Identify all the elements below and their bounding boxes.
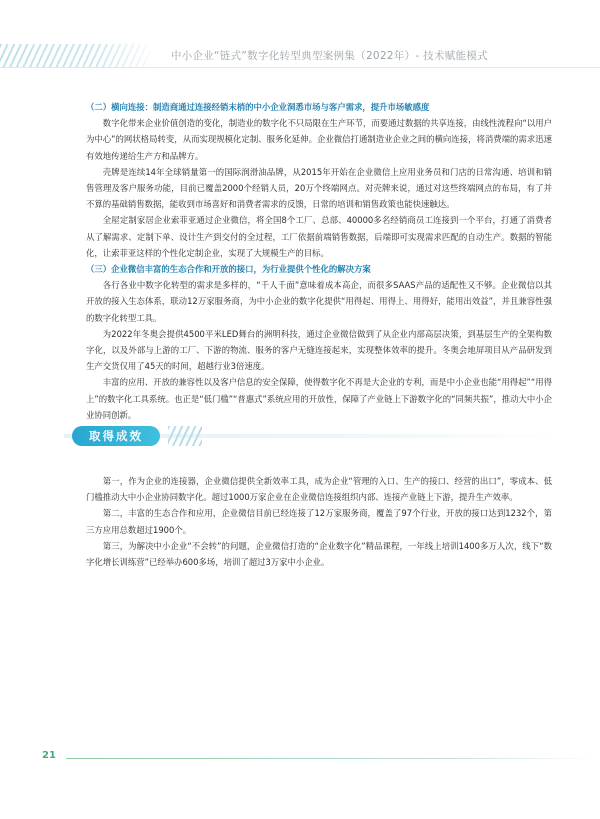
subheading-horizontal-connection: （二）横向连接：制造商通过连接经销末梢的中小企业洞悉市场与客户需求，提升市场敏感度 [86,102,430,112]
paragraph: 丰富的应用、开放的兼容性以及客户信息的安全保障，使得数字化不再是大企业的专利，而是中小企业也能“用得起”“用得上”的数字化工具系统。也正是“低门槛”“普惠式”系统应用的开放性，保障了产业链上下游数字化的“同频共振”，推动大中小企业协同创新。 [86,377,552,420]
page-number: 21 [42,750,56,761]
paragraph: 为2022年冬奥会提供4500平米LED舞台的洲明科技，通过企业微信做到了从企业内部高层决策，到基层生产的全架构数字化，以及外部与上游的工厂、下游的物流、服务的客户无缝连接起来，实现整体效率的提升。冬奥会地屏项目从产品研发到生产交货仅用了45天的时间，超越行业3倍速度。 [86,328,552,372]
paragraph: 壳牌是连续14年全球销量第一的国际润滑油品牌，从2015年开始在企业微信上应用业务员和门店的日常沟通、培训和销售管理及客户服务功能，目前已覆盖2000个经销人员，20万个终端网点。对壳牌来说，通过对这些终端网点的布局，有了并不算的基础销售数据，能收到市场喜好和消费者需求的反馈，日常的培训和销售政策也能快速触达。 [86,166,552,210]
result-item: 第一，作为企业的连接器，企业微信提供全新效率工具，成为企业“管理的入口、生产的接口、经营的出口”，零成本、低门槛推动大中小企业协同数字化。超过1000万家企业在企业微信连接组织内部、连接产业链上下游，提升生产效率。 [86,476,552,503]
header-fade [0,44,160,68]
paragraph: 全屋定制家居企业索菲亚通过企业微信，将全国8个工厂、总部、40000多名经销商员工连接到一个平台，打通了消费者从了解需求、定制下单、设计生产到交付的全过程，工厂依据前端销售数据，后端即可实现需求匹配的自动生产。数据的智能化，让索菲亚这样的个性化定制企业，实现了大规模生产的目标。 [86,215,552,258]
page-header [0,44,600,68]
results-body [86,473,552,570]
footer-divider [66,758,596,759]
paragraph: 数字化带来企业价值创造的变化，制造业的数字化不只局限在生产环节，而要通过数据的共享连接，由线性流程向“以用户为中心”的网状格局转变，从而实现规模化定制、服务化延伸。企业微信打通制造业企业之间的横向连接，将消费端的需求迅速有效地传递给生产方和品牌方。 [86,118,552,161]
results-stripe-decoration [168,426,202,446]
header-divider [0,67,600,68]
results-heading: 取得成效 [72,426,160,446]
result-item: 第二，丰富的生态合作和应用，企业微信目前已经连接了12万家服务商，覆盖了97个行业，开放的接口达到1232个，第三方应用总数超过1900个。 [86,508,552,535]
subheading-ecosystem: （三）企业微信丰富的生态合作和开放的接口，为行业提供个性化的解决方案 [86,264,371,275]
result-item: 第三，为解决中小企业“不会转”的问题，企业微信打造的“企业数字化”精品课程，一年线上培训1400多万人次，线下“数字化增长训练营”已经举办600多场，培训了超过3万家中小企业。 [86,540,552,568]
body-text [86,99,552,423]
results-section-banner [64,426,564,456]
paragraph: 各行各业中数字化转型的需求是多样的，“千人千面”意味着成本高企，而很多SAAS产品的适配性又不够。企业微信以其开放的接入生态体系，联动12万家服务商，为中小企业的数字化提供“用得起、用得上、用得好，能用出效益”，并且兼容性强的数字化转型工具。 [86,280,552,323]
header-title: 中小企业“链式”数字化转型典型案例集（2022年）- 技术赋能模式 [170,50,488,62]
